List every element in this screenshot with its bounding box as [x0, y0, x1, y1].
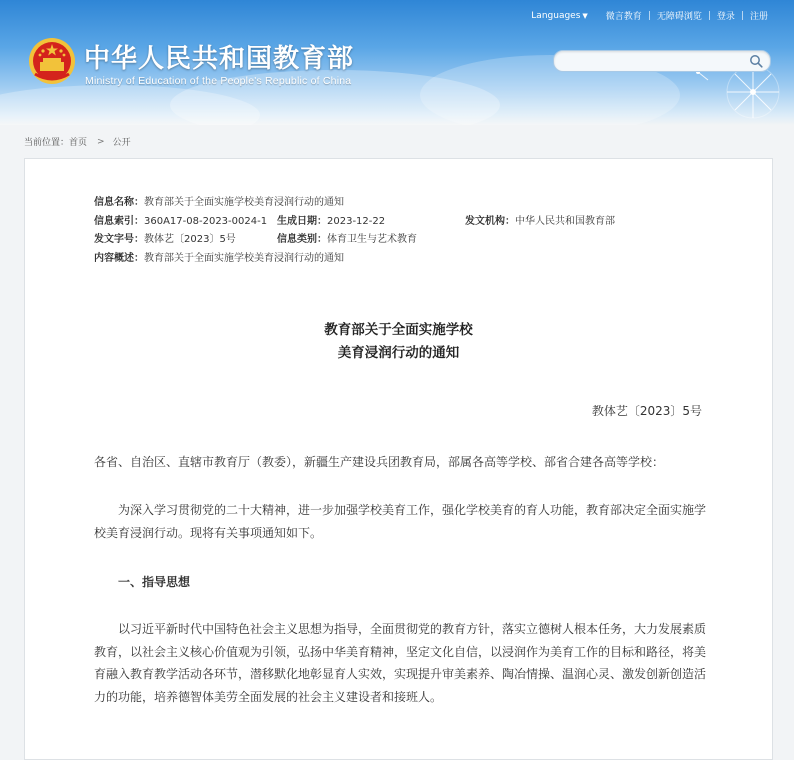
document-title-line-1: 教育部关于全面实施学校 [324, 322, 473, 338]
meta-category-value: 体育卫生与艺术教育 [327, 234, 417, 245]
meta-summary-value: 教育部关于全面实施学校美育浸润行动的通知 [144, 252, 344, 264]
section-heading: 一、指导思想 [118, 575, 191, 589]
meta-org-label: 发文机构： [465, 215, 515, 227]
search-box [553, 50, 771, 72]
search-icon[interactable] [749, 54, 763, 68]
content-panel [24, 158, 773, 760]
breadcrumb [24, 135, 131, 148]
breadcrumb-home-link[interactable]: 首页 [69, 138, 88, 148]
top-navigation [531, 9, 770, 22]
document-title [25, 319, 772, 365]
nav-divider: | [740, 10, 744, 21]
nav-divider: | [707, 10, 711, 21]
breadcrumb-prefix: 当前位置： [24, 138, 70, 148]
meta-name-value: 教育部关于全面实施学校美育浸润行动的通知 [144, 197, 344, 208]
document-number: 教体艺〔2023〕5号 [591, 404, 702, 418]
meta-docno-label: 发文字号： [94, 234, 144, 245]
meta-index-value: 360A17-08-2023-0024-1 [144, 215, 268, 227]
caret-down-icon: ▼ [582, 11, 588, 20]
meta-row [94, 194, 344, 213]
document-paragraph: 以习近平新时代中国特色社会主义思想为指导，全面贯彻党的教育方针，落实立德树人根本任务，大力发展素质教育，以社会主义核心价值观为引领，弘扬中华美育精神，坚定文化自信，以浸润作为美育工作的目标和路径，将美育融入教育教学活动各环节，潜移默化地彰显育人实效，实现提升审美素养、陶冶情操、温润心灵、激发创新创造活力的功能，培养德智体美劳全面发展的社会主义建设者和接班人。 [94, 622, 707, 704]
languages-dropdown[interactable] [531, 11, 588, 21]
meta-summary-label: 内容概述： [94, 252, 144, 264]
document-paragraph: 为深入学习贯彻党的二十大精神，进一步加强学校美育工作，强化学校美育的育人功能，教育部决定全面实施学校美育浸润行动。现将有关事项通知如下。 [94, 503, 707, 540]
document-title-line-2: 美育浸润行动的通知 [337, 345, 460, 361]
accessibility-link[interactable]: 无障碍浏览 [656, 12, 702, 22]
site-subtitle: Ministry of Education of the People's Republic of China [85, 75, 352, 87]
meta-index-label: 信息索引： [94, 215, 144, 227]
nav-divider: | [647, 10, 651, 21]
meta-date-value: 2023-12-22 [327, 215, 386, 227]
search-input[interactable] [564, 53, 748, 71]
meta-row [94, 213, 615, 232]
meta-date-label: 生成日期： [277, 215, 327, 227]
meta-docno-value: 教体艺〔2023〕5号 [144, 234, 236, 245]
languages-label: Languages [531, 10, 581, 21]
breadcrumb-public-link[interactable]: 公开 [112, 138, 131, 148]
document-addressee: 各省、自治区、直辖市教育厅（教委），新疆生产建设兵团教育局，部属各高等学校、部省合建各高等学校： [94, 455, 665, 469]
register-link[interactable]: 注册 [749, 12, 768, 22]
login-link[interactable]: 登录 [716, 12, 735, 22]
meta-category-label: 信息类别： [277, 234, 327, 245]
document-metadata [94, 194, 615, 268]
national-emblem-icon [27, 36, 77, 86]
meta-row [94, 250, 344, 269]
meta-org-value: 中华人民共和国教育部 [515, 215, 615, 227]
meta-name-label: 信息名称： [94, 197, 144, 208]
site-header [0, 0, 794, 125]
weibo-link[interactable]: 微言教育 [605, 12, 642, 22]
site-title[interactable]: 中华人民共和国教育部 [84, 44, 355, 74]
meta-row [94, 231, 417, 250]
chevron-right-icon: > [97, 136, 105, 147]
